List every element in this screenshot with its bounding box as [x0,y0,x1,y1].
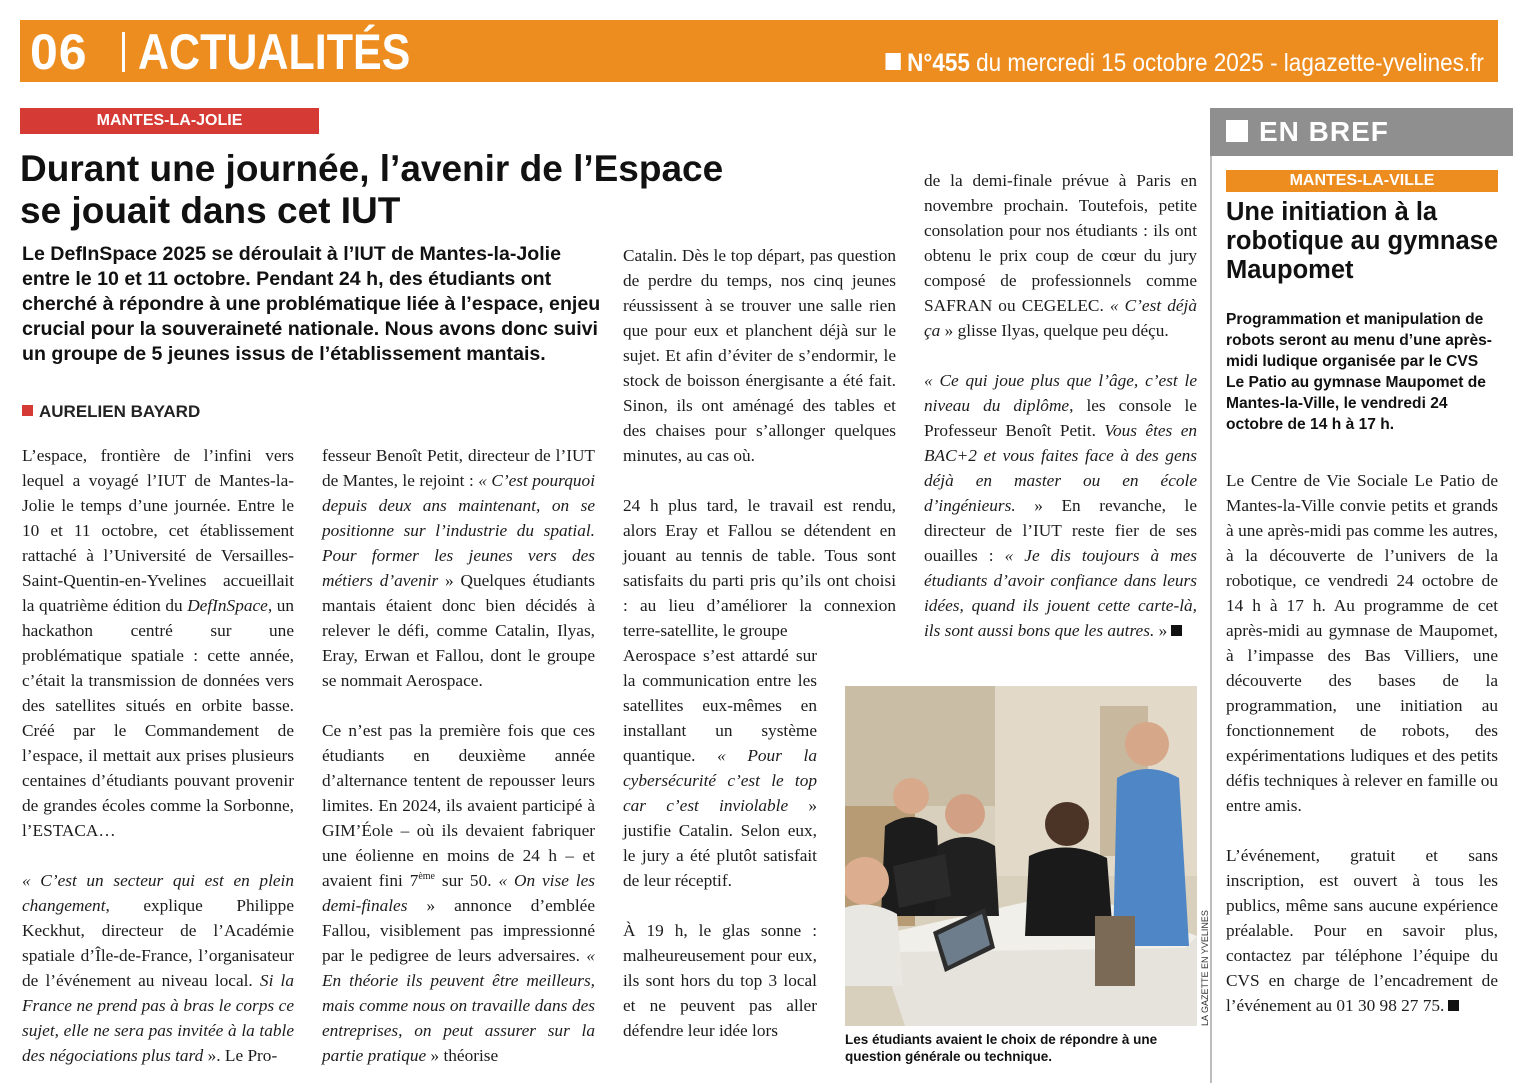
issue-date-site: du mercredi 15 octobre 2025 - lagazette-yvelines.fr [976,49,1484,77]
square-bullet-icon [22,405,33,416]
article-column-4 [924,168,1197,643]
paragraph [322,718,595,1068]
end-mark-icon [1448,1000,1459,1011]
issue-info [886,48,1484,78]
quote-run: « C’est pourquoi depuis deux ans maintenant, on se positionne sur l’industrie du spatial. Pour former les jeunes vers des métiers d’avenir [322,471,595,590]
quote-run: Si la France ne prend pas à bras le corps ce sujet, elle ne sera pas invitée à la table des négociations plus tard [22,971,294,1065]
paragraph [22,443,294,843]
sidebar-divider [1210,110,1212,1083]
text-run: L’espace, frontière de l’infini vers lequel a voyagé l’IUT de Mantes-la-Jolie le temps d’une journée. Entre le 10 et 11 octobre, cet établissement rattaché à l’Université de Versailles-Saint-Quentin-en-Yvelines accueillait la quatrième édition du [22,446,294,615]
article-column-2 [322,443,595,1068]
text-run: » Quelques étudiants mantais étaient donc bien décidés à relever le défi, comme Catalin, Ilyas, Eray, Erwan et Fallou, dont le groupe se nommait Aerospace. [322,571,595,690]
quote-run: « C’est un secteur qui est en plein changement [22,871,294,915]
square-bullet-icon [1226,120,1248,142]
text-run: L’événement, gratuit et sans inscription, est ouvert à tous les publics, même sans aucune expérience préalable. Pour en savoir plus, contactez par téléphone l’équipe du CVS en charge de l’encadrement de l’événement au 01 30 98 27 75. [1226,846,1498,1015]
text-run: » justifie Catalin. Selon eux, le jury a été plutôt satisfait de leur réceptif. [623,796,817,890]
paragraph [623,493,896,643]
text-run: , les console le Professeur Benoît Petit. [924,396,1197,440]
paragraph [22,868,294,1068]
paragraph [924,368,1197,643]
paragraph [623,643,817,893]
title-line-2: se jouait dans cet IUT [20,190,401,231]
photo-caption: Les étudiants avaient le choix de répondre à une question générale ou technique. [845,1032,1158,1064]
article-byline [22,401,200,423]
article-photo [845,686,1197,1026]
paragraph [322,443,595,693]
quote-run: « Pour la cybersécurité c’est le top car c’est inviolable [623,746,817,815]
quote-run: « C’est déjà ça [924,296,1197,340]
text-run: 24 h plus tard, le travail est rendu, alors Eray et Fallou se détendent en jouant au tennis de table. Tous sont satisfaits du parti pris qu’ils ont choisi : au lieu d’améliorer la connexion terre-satellite, le groupe [623,496,896,640]
paragraph [1226,843,1498,1018]
page-header [20,20,1498,82]
text-run: » glisse Ilyas, quelque peu déçu. [940,321,1169,340]
quote-run: « Je dis toujours à mes étudiants d’avoir confiance dans leurs idées, quand ils jouent cette carte-là, ils sont aussi bons que les autres. [924,546,1197,640]
title-line-1: Durant une journée, l’avenir de l’Espace [20,148,724,189]
brief-body [1226,468,1498,1043]
issue-number: N°455 [907,49,970,77]
article-column-1 [22,443,294,1068]
quote-run: « On vise les demi-finales [322,871,595,915]
brief-title: Une initiation à la robotique au gymnase Maupomet [1226,198,1499,284]
square-bullet-icon [886,53,901,70]
paragraph: À 19 h, le glas sonne : malheureusement pour eux, ils sont hors du top 3 local et ne peuvent pas aller défendre leur idée lors [623,921,817,1040]
text-run: Aerospace s’est attardé sur la communication entre les satellites eux-mêmes en installant un système quantique. [623,646,817,765]
text-run: » théorise [426,1046,499,1065]
article-lead: Le DefInSpace 2025 se déroulait à l’IUT de Mantes-la-Jolie entre le 10 et 11 octobre. Pendant 24 h, des étudiants ont cherché à répondre à une problématique liée à l’espace, enjeu crucial pour la souveraineté nationale. Nous avons donc suivi un groupe de 5 jeunes issus de l’établissement mantais. [22,243,601,365]
text-run: » En revanche, le directeur de l’IUT reste fier de ses ouailles : [924,496,1197,565]
section-title: ACTUALITÉS [138,24,411,80]
brief-kicker: MANTES-LA-VILLE [1226,170,1498,192]
text-run: Ce n’est pas la première fois que ces étudiants en deuxième année d’alternance tentent de repousser leurs limites. En 2024, ils avaient participé à GIM’Éole – où ils devaient fabriquer une éolienne en moins de 24 h – et avaient fini 7 [322,721,595,890]
article-kicker: MANTES-LA-JOLIE [20,108,319,134]
text-run-italic: DefInSpace [187,596,268,615]
text-run: , un hackathon centré sur une problématique spatiale : cette année, c’était la transmission de données vers des satellites situés en orbite basse. Créé par le Commandement de l’espace, il mettait aux prises plusieurs centaines d’étudiants pouvant provenir de grandes écoles comme la Sorbonne, l’ESTACA… [22,596,295,840]
paragraph [924,168,1197,343]
author-name: AURELIEN BAYARD [39,402,201,421]
quote-run: Vous êtes en BAC+2 et vous faites face à des gens déjà en master ou en école d’ingénieurs. [924,421,1198,515]
text-run: » [1154,621,1168,640]
quote-run: « Ce qui joue plus que l’âge, c’est le niveau du diplôme [924,371,1197,415]
paragraph: Le Centre de Vie Sociale Le Patio de Mantes-la-Ville convie petits et grands à une après-midi pas comme les autres, à la découverte de l’univers de la robotique, ce vendredi 24 octobre de 14 h à 17 h. Au programme de cet après-midi au gymnase de Maupomet, à l’impasse des Bas Villiers, une découverte des bases de la programmation, une initiation au fonctionnement de robots, des expérimentations ludiques et des petits défis techniques à relever en famille ou entre amis. [1226,471,1498,815]
text-run: de la demi-finale prévue à Paris en novembre prochain. Toutefois, petite consolation pour nos étudiants : ils ont obtenu le prix coup de cœur du jury composé de professionnels comme SAFRAN ou CEGELEC. [924,171,1197,315]
brief-heading: EN BREF [1259,116,1389,147]
header-divider [122,32,125,72]
brief-heading-bar [1210,108,1513,156]
text-run: » annonce d’emblée Fallou, visiblement pas impressionné par le pedigree de leurs adversaires. [322,896,595,965]
brief-lead: Programmation et manipulation de robots seront au menu d’une après-midi ludique organisée par le CVS Le Patio au gymnase Maupomet de Mantes-la-Ville, le vendredi 24 octobre de 14 h à 17 h. [1226,311,1492,433]
superscript: ème [418,871,435,883]
text-run: sur 50. [435,871,499,890]
photo-credit: LA GAZETTE EN YVELINES [1200,910,1210,1026]
paragraph: Catalin. Dès le top départ, pas question de perdre du temps, nos cinq jeunes réussissent à se trouver une salle rien que pour eux et planchent déjà sur le sujet. Et afin d’éviter de s’endormir, le stock de boisson énergisante a été fait. Sinon, ils ont aménagé des tables et des chaises pour s’allonger quelques minutes, au cas où. [623,246,896,465]
quote-run: « En théorie ils peuvent être meilleurs, mais comme nous on travaille dans des entreprises, on peut assurer sur la partie pratique [322,946,595,1065]
text-run: fesseur Benoît Petit, directeur de l’IUT de Mantes, le rejoint : [322,446,595,490]
article-title [20,148,780,232]
page-number: 06 [30,24,88,80]
students-photo-illustration [845,686,1197,1026]
end-mark-icon [1171,625,1182,636]
text-run: ». Le Pro- [203,1046,278,1065]
text-run: , explique Philippe Keckhut, directeur de l’Académie spatiale d’Île-de-France, l’organisateur de l’événement au niveau local. [22,896,294,990]
